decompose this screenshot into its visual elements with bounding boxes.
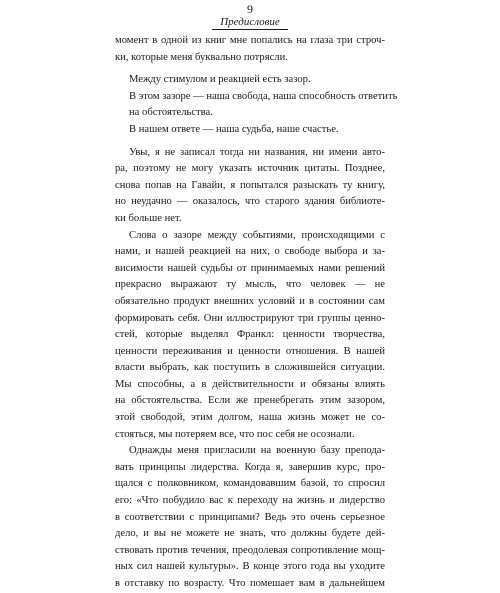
- text-line: на обстоятельства. Если же пренебрегать этим зазором,: [115, 395, 385, 407]
- text-line: в соответствии с принципами? Ведь это очень серьезное: [115, 511, 385, 523]
- text-line: его: «Что побудило вас к переходу на жизнь и лидерство: [115, 495, 385, 507]
- text-line: Однажды меня пригласили на военную базу препода-: [129, 445, 385, 457]
- paragraph-3: [115, 443, 385, 592]
- text-line: в отставку по возрасту. Что помешает вам в дальнейшем: [115, 578, 385, 589]
- quote-line: Между стимулом и реакцией есть зазор.: [129, 74, 311, 86]
- running-head: Предисловие: [220, 16, 280, 28]
- page-number: 9: [247, 2, 253, 16]
- text-line: ных сил нашей культуры». В конце этого года вы уходите: [115, 561, 385, 573]
- body-text: [115, 33, 398, 593]
- opening-paragraph: [115, 33, 385, 66]
- text-line: Увы, я не записал тогда ни названия, ни имени авто-: [129, 146, 385, 158]
- text-line: формировать себя. Они иллюстрируют три группы ценно-: [115, 312, 385, 324]
- text-line: снова попав на Гавайи, я попытался разыскать ту книгу,: [115, 179, 385, 191]
- quote-line: В этом зазоре — наша свобода, наша способность ответить: [129, 90, 398, 102]
- text-line: нами, и нашей реакцией на них, о свободе выбора и за-: [115, 246, 385, 258]
- text-line: власти выбрать, как поступить в сложившейся ситуации.: [115, 362, 385, 374]
- text-line: Мы способны, а в действительности и обязаны влиять: [115, 378, 385, 390]
- text-line: прекрасно выражают ту мысль, что человек — не: [115, 279, 385, 291]
- text-line: ра, поэтому не могу указать источник цитаты. Позднее,: [115, 163, 385, 175]
- text-line: вать принципы лидерства. Когда я, завершив курс, про-: [115, 461, 385, 473]
- text-line: щался с полковником, командовавшим базой, то спросил: [115, 478, 385, 490]
- text-line: момент в одной из книг мне попались на глаза три строч-: [115, 35, 385, 46]
- header-rule: [212, 29, 288, 30]
- text-line: но неудачно — оказалось, что старого здания библиоте-: [115, 196, 385, 208]
- text-line: ки больше нет.: [115, 212, 182, 224]
- text-line: стояться, мы потеряем все, что пос себя не осознали.: [115, 428, 355, 440]
- text-line: дело, и вы не можете не знать, что должны будете дей-: [115, 528, 385, 540]
- text-line: ки, которые меня буквально потрясли.: [115, 51, 288, 63]
- quote-line: В нашем ответе — наша судьба, наше счастье.: [129, 123, 339, 135]
- text-line: стей, которые выделял Франкл: ценности творчества,: [115, 329, 385, 341]
- page-header: [0, 3, 500, 28]
- text-line: висимости нашей судьбы от принимаемых нами решений: [115, 262, 385, 274]
- epigraph-quote: [115, 66, 398, 144]
- text-line: Слова о зазоре между событиями, происходящими с: [129, 229, 385, 241]
- quote-line: на обстоятельства.: [129, 107, 213, 119]
- text-line: этой свободой, этим долгом, наша жизнь может не со-: [115, 412, 385, 424]
- text-line: обязательно продукт внешних условий и в состоянии сам: [115, 295, 385, 307]
- text-line: ствовать против течения, преодолевая сопротивление мощ-: [115, 544, 385, 556]
- paragraph-2: [115, 228, 385, 444]
- paragraph-1: [115, 145, 385, 228]
- text-line: ценности переживания и ценности отношения. В нашей: [115, 345, 385, 357]
